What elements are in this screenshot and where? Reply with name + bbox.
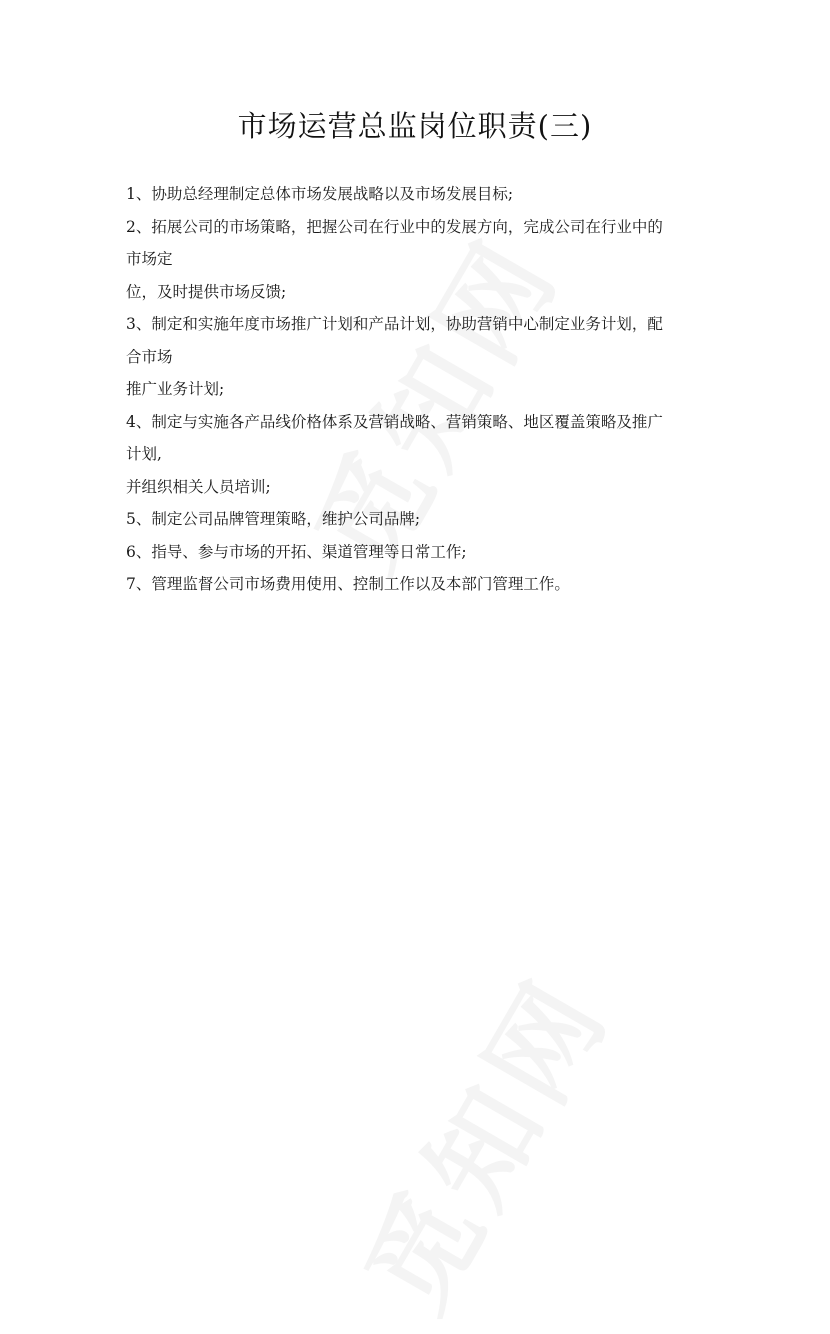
duty-line: 合市场: [126, 347, 173, 366]
duty-line: 位，及时提供市场反馈;: [126, 282, 287, 301]
duty-line: 推广业务计划;: [126, 380, 225, 398]
duty-line: 并组织相关人员培训;: [126, 477, 271, 496]
duty-line: 计划,: [126, 445, 162, 463]
duty-line: 市场定: [126, 250, 173, 268]
duty-line: 3、制定和实施年度市场推广计划和产品计划，协助营销中心制定业务计划，配: [126, 315, 663, 333]
duty-line: 6、指导、参与市场的开拓、渠道管理等日常工作;: [126, 542, 467, 561]
duty-line: 2、拓展公司的市场策略，把握公司在行业中的发展方向，完成公司在行业中的: [126, 217, 663, 236]
duty-line: 1、协助总经理制定总体市场发展战略以及市场发展目标;: [126, 185, 514, 203]
document-title: 市场运营总监岗位职责(三): [237, 109, 593, 143]
duty-line: 4、制定与实施各产品线价格体系及营销战略、营销策略、地区覆盖策略及推广: [126, 412, 663, 431]
duty-list: [126, 178, 716, 601]
duty-line: 5、制定公司品牌管理策略，维护公司品牌;: [126, 510, 421, 528]
watermark-text-bottom: [322, 944, 639, 1334]
duty-line: 7、管理监督公司市场费用使用、控制工作以及本部门管理工作。: [126, 575, 570, 593]
